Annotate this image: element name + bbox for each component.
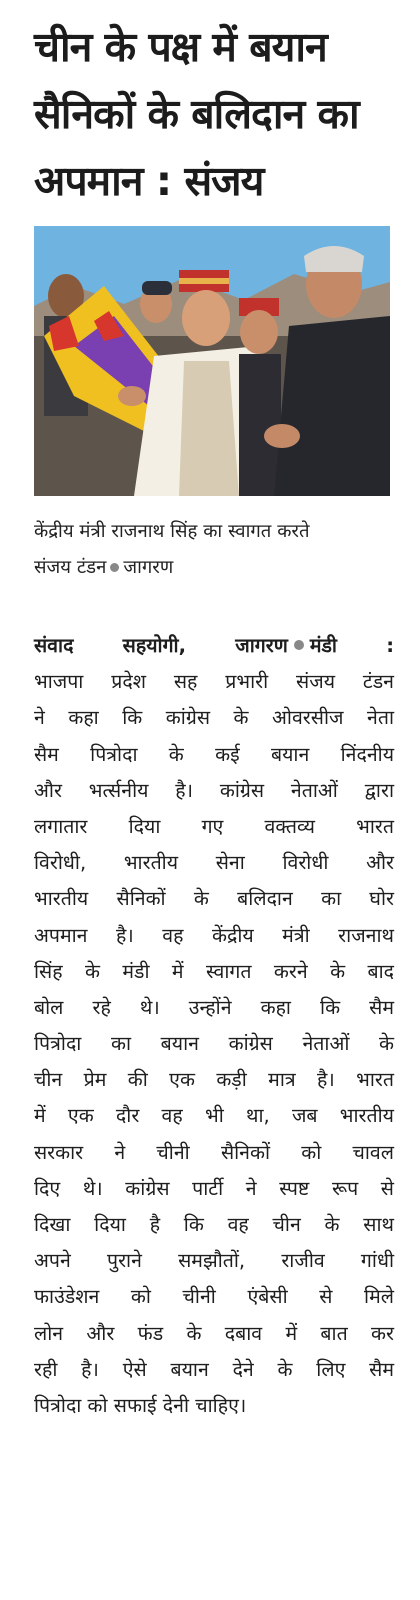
body-line: में एक दौर वह भी था, जब भारतीय bbox=[34, 1104, 394, 1128]
body-line: विरोधी, भारतीय सेना विरोधी और bbox=[34, 851, 394, 875]
body-line: फाउंडेशन को चीनी एंबेसी से मिले bbox=[34, 1285, 394, 1309]
caption-text: केंद्रीय मंत्री राजनाथ सिंह का स्वागत करते bbox=[34, 521, 310, 542]
body-line: लगातार दिया गए वक्तव्य भारत bbox=[34, 814, 394, 838]
dateline-place: मंडी : bbox=[309, 634, 394, 657]
caption-credit-source: जागरण bbox=[123, 557, 174, 578]
caption-credit-name: संजय टंडन bbox=[34, 557, 107, 578]
body-line: पित्रोदा का बयान कांग्रेस नेताओं के bbox=[34, 1032, 394, 1056]
body-line: भाजपा प्रदेश सह प्रभारी संजय टंडन bbox=[34, 670, 394, 694]
headline-line: अपमान : संजय bbox=[34, 157, 264, 205]
bullet-icon bbox=[110, 563, 119, 572]
headline-line: सैनिकों के बलिदान का bbox=[34, 90, 359, 138]
article-body bbox=[34, 628, 394, 1424]
dateline-reporter: संवाद सहयोगी, जागरण bbox=[34, 634, 288, 657]
headline-line: चीन के पक्ष में बयान bbox=[34, 23, 327, 71]
body-line: सरकार ने चीनी सैनिकों को चावल bbox=[34, 1140, 394, 1164]
body-line: दिए थे। कांग्रेस पार्टी ने स्पष्ट रूप से bbox=[34, 1176, 394, 1200]
body-line: दिखा दिया है कि वह चीन के साथ bbox=[34, 1213, 394, 1236]
body-line: चीन प्रेम की एक कड़ी मात्र है। भारत bbox=[34, 1068, 394, 1092]
body-line: रही है। ऐसे बयान देने के लिए सैम bbox=[34, 1357, 394, 1381]
body-line: लोन और फंड के दबाव में बात कर bbox=[34, 1321, 394, 1345]
body-line: अपने पुराने समझौतों, राजीव गांधी bbox=[34, 1249, 394, 1273]
body-line: भारतीय सैनिकों के बलिदान का घोर bbox=[34, 887, 394, 911]
photo-caption bbox=[34, 514, 394, 586]
headline bbox=[34, 14, 394, 215]
body-line: सैम पित्रोदा के कई बयान निंदनीय bbox=[34, 742, 394, 766]
dateline bbox=[34, 628, 394, 664]
body-line: ने कहा कि कांग्रेस के ओवरसीज नेता bbox=[34, 706, 394, 730]
body-line: पित्रोदा को सफाई देनी चाहिए। bbox=[34, 1393, 247, 1417]
body-line: अपमान है। वह केंद्रीय मंत्री राजनाथ bbox=[34, 923, 394, 947]
bullet-icon bbox=[294, 640, 304, 650]
body-line: बोल रहे थे। उन्होंने कहा कि सैम bbox=[34, 995, 394, 1019]
news-photo-illustration bbox=[34, 226, 390, 496]
news-photo bbox=[34, 226, 390, 496]
body-line: और भर्त्सनीय है। कांग्रेस नेताओं द्वारा bbox=[34, 778, 394, 802]
body-line: सिंह के मंडी में स्वागत करने के बाद bbox=[34, 959, 394, 983]
